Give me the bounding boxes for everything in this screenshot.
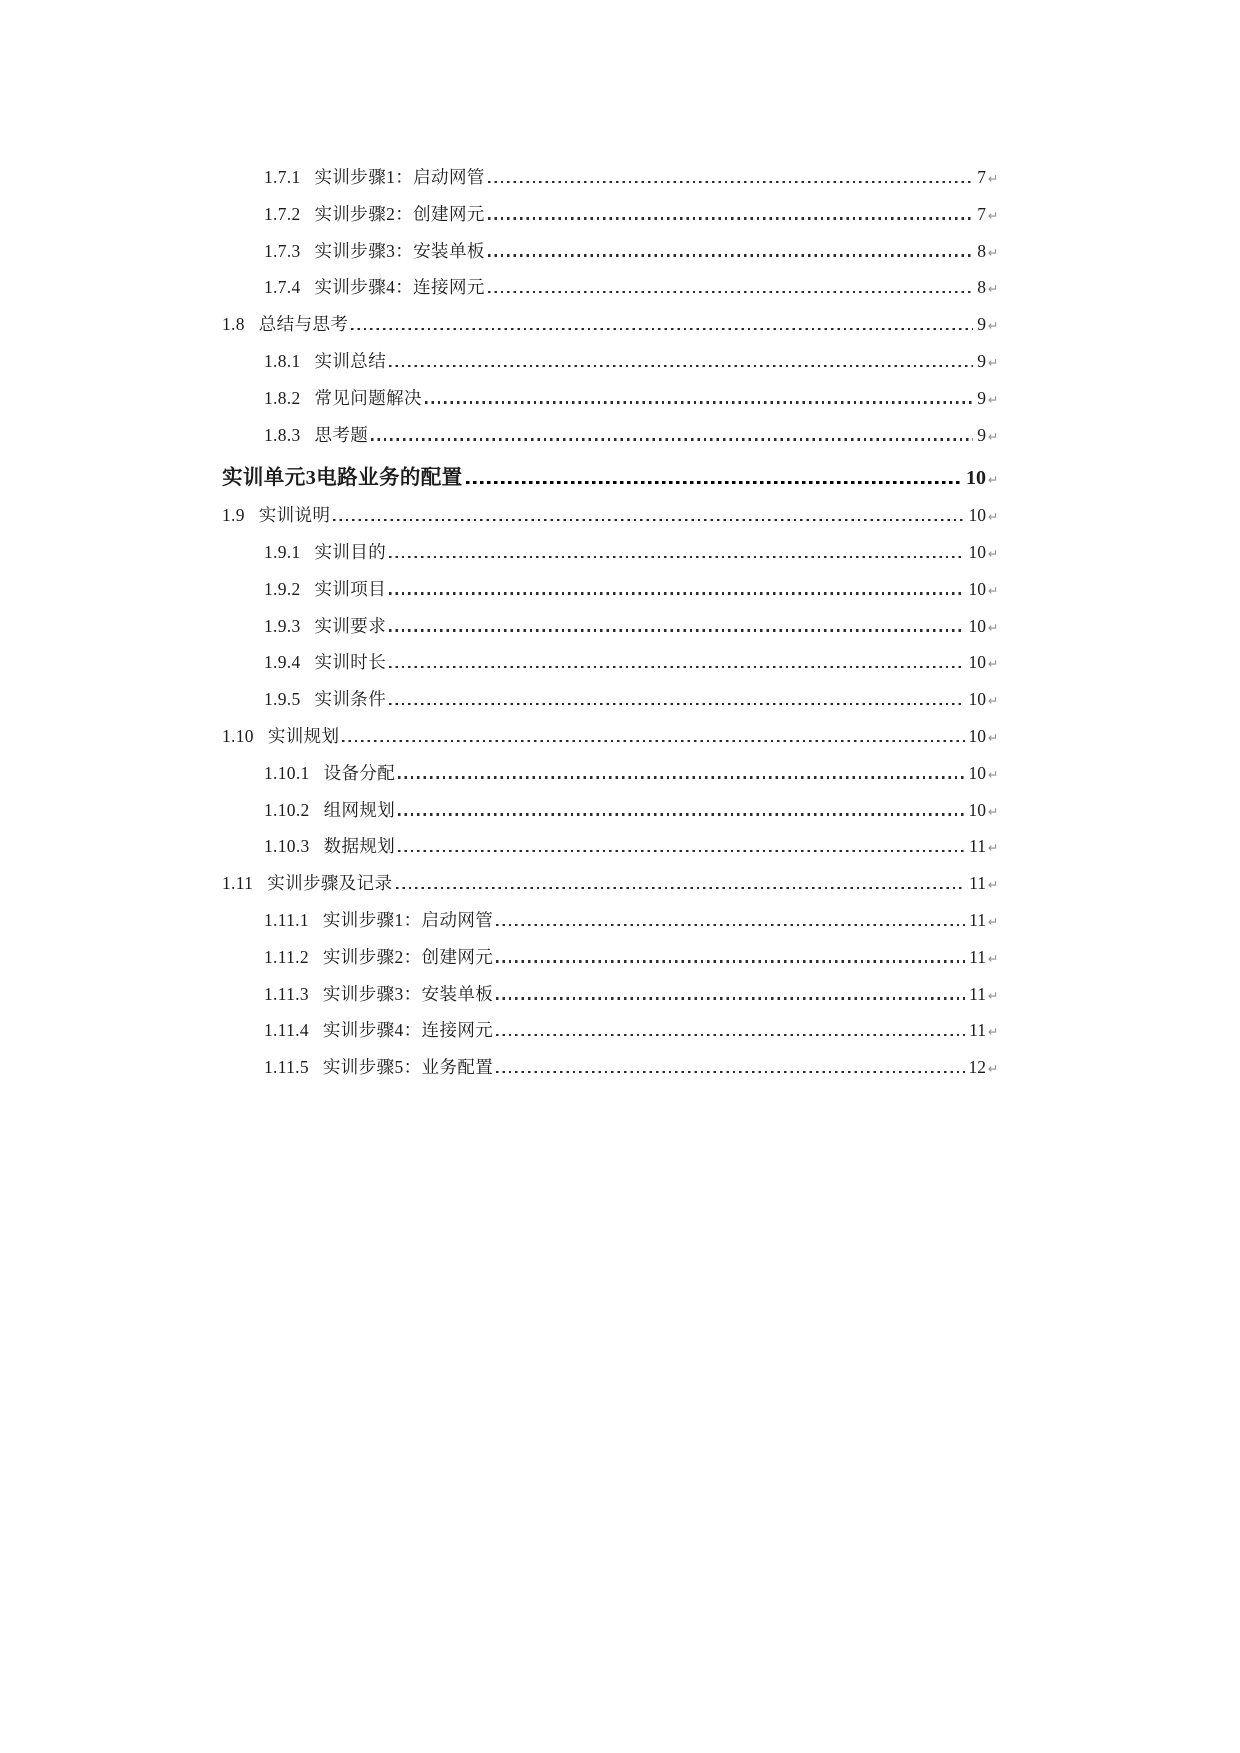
toc-entry-number: 1.9.2 <box>264 578 301 599</box>
dot-leader <box>496 924 965 926</box>
dot-leader <box>389 703 964 705</box>
toc-entry-number: 1.7.4 <box>264 277 301 298</box>
paragraph-return-icon: ↵ <box>988 244 999 260</box>
toc-entry-title: 实训总结 <box>314 350 387 371</box>
toc-entry-page-number: 11 <box>969 1020 986 1041</box>
toc-entry-number: 1.10.2 <box>264 799 310 820</box>
toc-entry[interactable] <box>222 343 1002 380</box>
toc-entry[interactable] <box>222 233 1002 270</box>
toc-entry-number: 1.9.1 <box>264 541 301 562</box>
toc-entry[interactable] <box>222 380 1002 417</box>
toc-entry-page-number: 10 <box>966 467 986 490</box>
dot-leader <box>398 776 964 778</box>
toc-entry[interactable] <box>222 939 1002 976</box>
toc-entry-title: 实训步骤5：业务配置 <box>322 1057 494 1078</box>
toc-entry-title: 实训要求 <box>314 615 387 636</box>
toc-entry-number: 1.11 <box>222 873 254 894</box>
toc-entry-title: 实训步骤及记录 <box>267 873 393 894</box>
paragraph-return-icon: ↵ <box>988 509 999 525</box>
toc-entry-number: 1.9 <box>222 505 245 526</box>
toc-entry-title: 实训目的 <box>314 541 387 562</box>
toc-entry-title: 实训步骤1：启动网管 <box>314 167 485 187</box>
paragraph-return-icon: ↵ <box>988 207 999 223</box>
toc-entry[interactable] <box>222 644 1002 681</box>
dot-leader <box>425 401 973 403</box>
toc-entry-title: 实训单元3电路业务的配置 <box>222 467 463 490</box>
toc-entry-page-number: 10 <box>968 799 986 820</box>
toc-entry-number: 1.7.3 <box>264 240 301 261</box>
paragraph-return-icon: ↵ <box>988 729 999 745</box>
toc-entry[interactable] <box>222 865 1002 902</box>
toc-entry-number: 1.11.5 <box>264 1057 309 1078</box>
toc-entry-title: 思考题 <box>314 424 369 445</box>
toc-entry-page-number: 8 <box>977 277 986 298</box>
toc-entry-title: 实训规划 <box>267 725 340 746</box>
toc-entry-page-number: 10 <box>968 615 986 636</box>
paragraph-return-icon: ↵ <box>988 656 999 672</box>
toc-entry-title: 总结与思考 <box>258 314 349 335</box>
dot-leader <box>488 254 974 256</box>
paragraph-return-icon: ↵ <box>988 840 999 856</box>
toc-entry-page-number: 10 <box>968 505 986 526</box>
toc-entry-number: 1.9.5 <box>264 689 301 710</box>
dot-leader <box>488 181 974 183</box>
toc-entry[interactable] <box>222 159 1002 196</box>
paragraph-return-icon: ↵ <box>988 281 999 297</box>
toc-entry[interactable] <box>222 534 1002 571</box>
toc-entry[interactable] <box>222 608 1002 645</box>
paragraph-return-icon: ↵ <box>988 766 999 782</box>
toc-entry-page-number: 10 <box>968 725 986 746</box>
toc-entry-page-number: 11 <box>969 836 986 857</box>
toc-entry[interactable] <box>222 828 1002 865</box>
toc-entry-page-number: 10 <box>968 762 986 783</box>
paragraph-return-icon: ↵ <box>988 318 999 334</box>
toc-entry-number: 1.9.3 <box>264 615 301 636</box>
toc-entry[interactable] <box>222 718 1002 755</box>
toc-entry-number: 1.11.3 <box>264 983 309 1004</box>
paragraph-return-icon: ↵ <box>988 354 999 370</box>
dot-leader <box>496 1034 965 1036</box>
toc-entry-number: 1.10.3 <box>264 836 310 857</box>
paragraph-return-icon: ↵ <box>988 545 999 561</box>
toc-entry-page-number: 10 <box>968 652 986 673</box>
toc-entry[interactable] <box>222 1049 1002 1086</box>
toc-entry-page-number: 10 <box>968 541 986 562</box>
toc-entry-title: 数据规划 <box>323 836 396 857</box>
toc-entry-number: 1.8.2 <box>264 387 301 408</box>
dot-leader <box>496 1071 964 1073</box>
toc-entry-title: 实训步骤3：安装单板 <box>322 983 494 1004</box>
dot-leader <box>342 740 964 742</box>
toc-entry[interactable] <box>222 681 1002 718</box>
toc-entry-title: 实训说明 <box>258 505 331 526</box>
toc-entry[interactable] <box>222 1012 1002 1049</box>
toc-entry-page-number: 7 <box>977 167 986 187</box>
dot-leader <box>389 556 964 558</box>
paragraph-return-icon: ↵ <box>988 693 999 709</box>
paragraph-return-icon: ↵ <box>988 619 999 635</box>
dot-leader <box>488 291 974 293</box>
toc-entry[interactable] <box>222 306 1002 343</box>
toc-entry-number: 1.11.1 <box>264 909 309 930</box>
toc-entry-title: 实训时长 <box>314 652 387 673</box>
dot-leader <box>389 365 973 367</box>
toc-entry-title: 实训步骤3：安装单板 <box>314 240 485 261</box>
toc-entry-title: 实训步骤4：连接网元 <box>314 277 485 298</box>
toc-entry-number: 1.8 <box>222 314 245 335</box>
toc-entry-number: 1.11.2 <box>264 946 309 967</box>
toc-entry-page-number: 8 <box>977 240 986 261</box>
toc-entry-number: 1.8.3 <box>264 424 301 445</box>
paragraph-return-icon: ↵ <box>988 913 999 929</box>
paragraph-return-icon: ↵ <box>988 391 999 407</box>
dot-leader <box>496 960 965 962</box>
dot-leader <box>389 666 964 668</box>
dot-leader <box>496 997 965 999</box>
toc-entry[interactable] <box>222 417 1002 454</box>
toc-entry-page-number: 9 <box>977 350 986 371</box>
paragraph-return-icon: ↵ <box>988 472 999 488</box>
paragraph-return-icon: ↵ <box>988 428 999 444</box>
paragraph-return-icon: ↵ <box>988 1061 999 1077</box>
toc-entry[interactable] <box>222 196 1002 233</box>
toc-entry[interactable] <box>222 269 1002 306</box>
toc-entry-title: 实训条件 <box>314 689 387 710</box>
dot-leader <box>389 592 964 594</box>
dot-leader <box>488 217 974 219</box>
toc-entry-page-number: 9 <box>977 314 986 335</box>
toc-entry-title: 设备分配 <box>323 762 396 783</box>
paragraph-return-icon: ↵ <box>988 1024 999 1040</box>
toc-entry-page-number: 10 <box>968 578 986 599</box>
toc-list <box>222 159 1002 1086</box>
toc-entry-number: 1.11.4 <box>264 1020 309 1041</box>
dot-leader <box>389 629 964 631</box>
toc-entry-number: 1.10 <box>222 725 254 746</box>
paragraph-return-icon: ↵ <box>988 877 999 893</box>
toc-entry[interactable] <box>222 902 1002 939</box>
toc-entry[interactable] <box>222 792 1002 829</box>
toc-entry-title: 实训步骤2：创建网元 <box>322 946 494 967</box>
dot-leader <box>398 813 964 815</box>
toc-entry[interactable] <box>222 460 1002 497</box>
toc-entry-page-number: 11 <box>969 909 986 930</box>
dot-leader <box>466 481 962 484</box>
toc-entry-number: 1.8.1 <box>264 350 301 371</box>
paragraph-return-icon: ↵ <box>988 582 999 598</box>
toc-entry[interactable] <box>222 497 1002 534</box>
dot-leader <box>333 519 964 521</box>
toc-entry-page-number: 9 <box>977 424 986 445</box>
toc-entry-page-number: 9 <box>977 387 986 408</box>
toc-entry-title: 实训项目 <box>314 578 387 599</box>
toc-entry-number: 1.10.1 <box>264 762 310 783</box>
paragraph-return-icon: ↵ <box>988 950 999 966</box>
toc-entry-page-number: 11 <box>969 983 986 1004</box>
paragraph-return-icon: ↵ <box>988 171 999 186</box>
toc-entry-page-number: 7 <box>977 203 986 224</box>
toc-entry-page-number: 12 <box>968 1057 986 1078</box>
toc-entry-number: 1.9.4 <box>264 652 301 673</box>
toc-entry-page-number: 11 <box>969 946 986 967</box>
dot-leader <box>351 328 973 330</box>
toc-entry-title: 组网规划 <box>323 799 396 820</box>
dot-leader <box>371 438 973 440</box>
toc-entry[interactable] <box>222 755 1002 792</box>
toc-entry-number: 1.7.2 <box>264 203 301 224</box>
paragraph-return-icon: ↵ <box>988 803 999 819</box>
toc-entry-title: 常见问题解决 <box>314 387 422 408</box>
dot-leader <box>396 887 966 889</box>
toc-entry-page-number: 11 <box>969 873 986 894</box>
dot-leader <box>398 850 965 852</box>
toc-entry[interactable] <box>222 571 1002 608</box>
toc-entry-title: 实训步骤2：创建网元 <box>314 203 485 224</box>
toc-entry-page-number: 10 <box>968 689 986 710</box>
toc-entry-number: 1.7.1 <box>264 167 301 187</box>
toc-entry[interactable] <box>222 976 1002 1013</box>
paragraph-return-icon: ↵ <box>988 987 999 1003</box>
toc-entry-title: 实训步骤1：启动网管 <box>322 909 494 930</box>
toc-entry-title: 实训步骤4：连接网元 <box>322 1020 494 1041</box>
